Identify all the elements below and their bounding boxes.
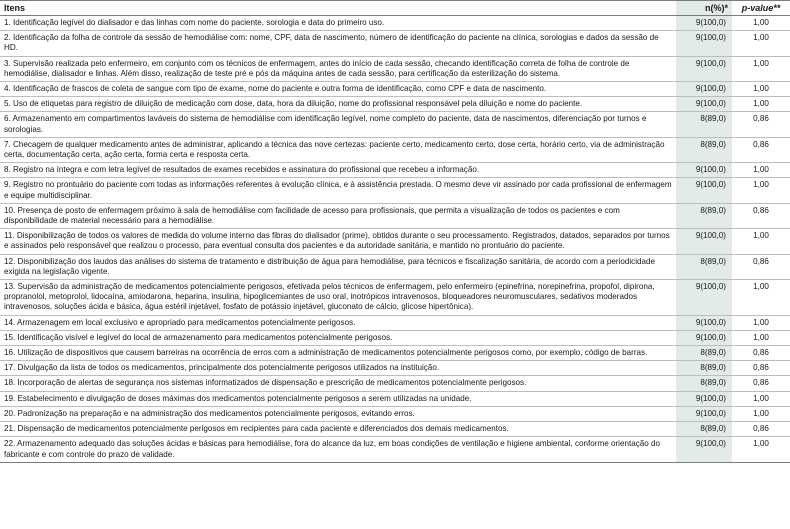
n-percent-value: 8(89,0)	[676, 254, 732, 279]
p-value: 0,86	[732, 422, 790, 437]
item-text: 4. Identificação de frascos de coleta de sangue com tipo de exame, nome do paciente e outra forma de identificação, como CPF e data de nascimento.	[0, 82, 676, 97]
n-percent-value: 9(100,0)	[676, 97, 732, 112]
p-value: 1,00	[732, 330, 790, 345]
p-value: 0,86	[732, 376, 790, 391]
p-value: 0,86	[732, 203, 790, 228]
item-text: 6. Armazenamento em compartimentos laváveis do sistema de hemodiálise com identificação legível, nome completo do paciente, data de nascimentos, diferenciação por turnos e sorologias.	[0, 112, 676, 137]
item-text: 17. Divulgação da lista de todos os medicamentos, principalmente dos potencialmente perigosos utilizados na instituição.	[0, 361, 676, 376]
table-row	[0, 330, 790, 345]
p-value: 1,00	[732, 56, 790, 81]
item-text: 22. Armazenamento adequado das soluções ácidas e básicas para hemodiálise, fora do alcance da luz, em boas condições de ventilação e higiene ambiental, conforme orientação do fabricante e com controle do prazo de validade.	[0, 437, 676, 462]
item-text: 18. Incorporação de alertas de segurança nos sistemas informatizados de dispensação e prescrição de medicamentos potencialmente perigosos.	[0, 376, 676, 391]
item-text: 3. Supervisão realizada pelo enfermeiro, em conjunto com os técnicos de enfermagem, antes do início de cada sessão, checando identificação correta de folha de controle de hemodiálise, dialisador e linhas. Além disso, realização de teste pré e pós da máquina antes de cada sessão, para certificação da esterilização do sistema.	[0, 56, 676, 81]
item-text: 20. Padronização na preparação e na administração dos medicamentos potencialmente perigosos, evitando erros.	[0, 406, 676, 421]
table-row	[0, 254, 790, 279]
table-row	[0, 31, 790, 56]
n-percent-value: 8(89,0)	[676, 376, 732, 391]
item-text: 7. Checagem de qualquer medicamento antes de administrar, aplicando a técnica das nove certezas: paciente certo, medicamento certo, dose certa, horário certo, via de administração certa, documentação certa, ação certa, forma certa e resposta certa.	[0, 137, 676, 162]
table-row	[0, 437, 790, 462]
table-row	[0, 203, 790, 228]
n-percent-value: 9(100,0)	[676, 437, 732, 462]
item-text: 9. Registro no prontuário do paciente com todas as informações referentes à evolução clínica, e à assistência prestada. O mesmo deve vir assinado por cada profissional de enfermagem e equipe multidisciplinar.	[0, 178, 676, 203]
table-row	[0, 346, 790, 361]
p-value: 1,00	[732, 97, 790, 112]
item-text: 12. Disponibilização dos laudos das análises do sistema de tratamento e distribuição de água para hemodiálise, para técnicos e fiscalização sanitária, de acordo com a periodicidade exigida na legislação vigente.	[0, 254, 676, 279]
p-value: 1,00	[732, 315, 790, 330]
header-p-value: p-value**	[732, 1, 790, 16]
item-text: 10. Presença de posto de enfermagem próximo à sala de hemodiálise com facilidade de acesso para profissionais, que permita a visualização de todos os pacientes e com disponibilidade de material necessário para a hemodiálise.	[0, 203, 676, 228]
n-percent-value: 8(89,0)	[676, 346, 732, 361]
item-text: 11. Disponibilização de todos os valores de medida do volume interno das fibras do dialisador (prime), obtidos durante o seu processamento. Registrados, datados, separados por turnos e assinados pelo responsável que realizou o processo, para eventual consulta dos pacientes e da autoridade sanitária, e mantido no prontuário do paciente.	[0, 229, 676, 254]
item-text: 21. Dispensação de medicamentos potencialmente perigosos em recipientes para cada paciente e diferenciados dos demais medicamentos.	[0, 422, 676, 437]
table-row	[0, 137, 790, 162]
table-row	[0, 112, 790, 137]
item-text: 13. Supervisão da administração de medicamentos potencialmente perigosos, efetivada pelos técnicos de enfermagem, pelo enfermeiro (epinefrina, norepinefrina, propofol, dipirona, propranolol, metoprolol, lidocaína, amiodarona, heparina, insulina, hipoglicemiantes de uso oral, inotrópicos intravenosos, bloqueadores neuromusculares, sedativos moderados intravenosos, soluções ácida e básica, água estéril injetável, fosfato de potássio injetável, gluconato de cálcio, glicose hipertônica).	[0, 280, 676, 316]
p-value: 0,86	[732, 112, 790, 137]
p-value: 1,00	[732, 82, 790, 97]
table-row	[0, 56, 790, 81]
table-body	[0, 16, 790, 463]
p-value: 1,00	[732, 229, 790, 254]
item-text: 1. Identificação legível do dialisador e das linhas com nome do paciente, sorologia e data do primeiro uso.	[0, 16, 676, 31]
p-value: 1,00	[732, 391, 790, 406]
table-row	[0, 391, 790, 406]
p-value: 0,86	[732, 137, 790, 162]
n-percent-value: 9(100,0)	[676, 280, 732, 316]
n-percent-value: 9(100,0)	[676, 163, 732, 178]
table-row	[0, 406, 790, 421]
table-row	[0, 422, 790, 437]
n-percent-value: 9(100,0)	[676, 330, 732, 345]
item-text: 5. Uso de etiquetas para registro de diluição de medicação com dose, data, hora da diluição, nome do profissional responsável pela diluição e nome do paciente.	[0, 97, 676, 112]
n-percent-value: 9(100,0)	[676, 56, 732, 81]
n-percent-value: 9(100,0)	[676, 82, 732, 97]
n-percent-value: 8(89,0)	[676, 137, 732, 162]
n-percent-value: 9(100,0)	[676, 31, 732, 56]
p-value: 0,86	[732, 361, 790, 376]
item-text: 16. Utilização de dispositivos que causem barreiras na ocorrência de erros com a administração de medicamentos potencialmente perigosos como, por exemplo, código de barras.	[0, 346, 676, 361]
item-text: 19. Estabelecimento e divulgação de doses máximas dos medicamentos potencialmente perigosos a serem utilizadas na unidade.	[0, 391, 676, 406]
item-text: 2. Identificação da folha de controle da sessão de hemodiálise com: nome, CPF, data de nascimento, número de identificação do paciente na clínica, sorologias e dados da sessão de HD.	[0, 31, 676, 56]
table-row	[0, 16, 790, 31]
item-text: 8. Registro na íntegra e com letra legível de resultados de exames recebidos e assinatura do profissional que recebeu a informação.	[0, 163, 676, 178]
n-percent-value: 8(89,0)	[676, 422, 732, 437]
n-percent-value: 9(100,0)	[676, 229, 732, 254]
item-text: 14. Armazenagem em local exclusivo e apropriado para medicamentos potencialmente perigosos.	[0, 315, 676, 330]
p-value: 0,86	[732, 254, 790, 279]
table-row	[0, 280, 790, 316]
n-percent-value: 9(100,0)	[676, 16, 732, 31]
table-row	[0, 163, 790, 178]
table-row	[0, 361, 790, 376]
p-value: 1,00	[732, 31, 790, 56]
p-value: 1,00	[732, 16, 790, 31]
p-value: 1,00	[732, 178, 790, 203]
table-row	[0, 97, 790, 112]
n-percent-value: 9(100,0)	[676, 315, 732, 330]
p-value: 1,00	[732, 280, 790, 316]
table-row	[0, 376, 790, 391]
table-row	[0, 315, 790, 330]
p-value: 0,86	[732, 346, 790, 361]
n-percent-value: 8(89,0)	[676, 203, 732, 228]
table-header-row	[0, 1, 790, 16]
header-n-percent: n(%)*	[676, 1, 732, 16]
p-value: 1,00	[732, 437, 790, 462]
table-row	[0, 178, 790, 203]
n-percent-value: 9(100,0)	[676, 178, 732, 203]
n-percent-value: 9(100,0)	[676, 406, 732, 421]
table-row	[0, 229, 790, 254]
p-value: 1,00	[732, 406, 790, 421]
n-percent-value: 8(89,0)	[676, 361, 732, 376]
table-row	[0, 82, 790, 97]
p-value: 1,00	[732, 163, 790, 178]
item-text: 15. Identificação visível e legível do local de armazenamento para medicamentos potencialmente perigosos.	[0, 330, 676, 345]
n-percent-value: 8(89,0)	[676, 112, 732, 137]
header-items: Itens	[0, 1, 676, 16]
n-percent-value: 9(100,0)	[676, 391, 732, 406]
